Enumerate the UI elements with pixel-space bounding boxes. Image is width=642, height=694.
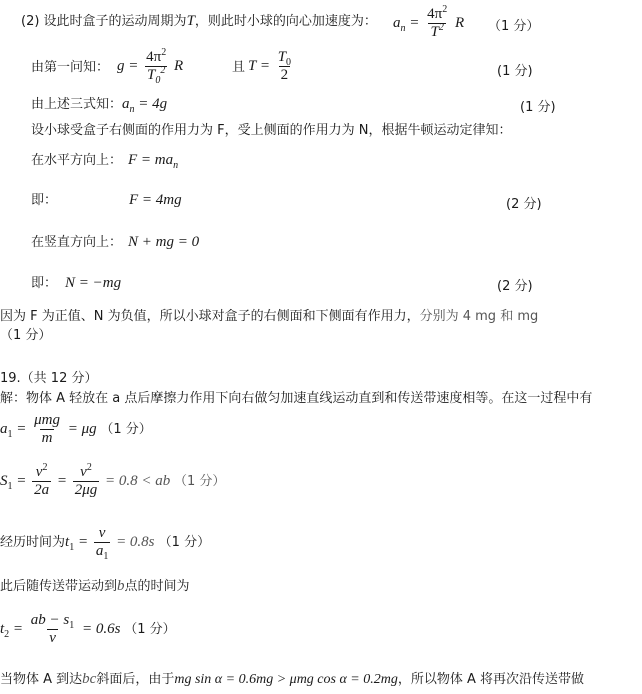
intro-T: T — [186, 13, 195, 29]
T-num-sub: 0 — [286, 57, 292, 69]
from3-line — [31, 96, 167, 113]
an-lhs: a — [122, 96, 130, 112]
g-num-sup: 2 — [161, 47, 167, 59]
last-line — [0, 671, 584, 688]
g-fraction — [144, 47, 168, 87]
s1-fraction-1 — [32, 462, 51, 499]
t1-den-sub: 1 — [103, 551, 109, 563]
a1-formula: $a_1$ = $\frac{\text{μmg}}{m}$ = μg （1 分） — [0, 412, 152, 447]
vertical-label: 在竖直方向上： — [31, 235, 123, 250]
t2-num: ab − s — [30, 612, 70, 629]
t1-sub: 1 — [69, 542, 75, 553]
horizontal-line — [31, 152, 178, 169]
T-fraction — [276, 50, 293, 83]
t2-text-c: 点的时间为 — [124, 579, 190, 594]
q19-header: 19.（共 12 分） — [0, 371, 98, 386]
t1-score: （1 分） — [158, 535, 211, 550]
intro-text: (2) 设此时盒子的运动周期为 — [21, 14, 187, 29]
t1-num: v — [98, 525, 106, 542]
a1-den: m — [41, 430, 53, 447]
last-b: 斜面后，由于 — [96, 672, 175, 687]
vertical-line — [31, 234, 199, 251]
last-bc: bc — [82, 671, 97, 687]
ie2-eq: N = −mg — [65, 275, 122, 291]
a1-lhs: a — [0, 421, 8, 437]
horizontal-sub: n — [173, 160, 179, 171]
t2-rhs: = 0.6s — [82, 621, 121, 637]
a1-score: （1 分） — [100, 422, 152, 437]
eq-fraction — [425, 4, 449, 41]
g-den: T — [146, 67, 156, 84]
ie2-label: 即： — [31, 276, 58, 291]
score-3: (1 分) — [520, 100, 556, 115]
a1-num: μmg — [34, 412, 60, 429]
a1-rhs: = μg — [67, 421, 97, 437]
g-den-sub: 0 — [155, 75, 161, 87]
g-lhs: g = — [117, 58, 139, 74]
score-2: (1 分) — [497, 64, 533, 79]
eq-lhs: a — [393, 15, 401, 31]
t2-num-sub: 1 — [69, 620, 75, 632]
s1-rhs: = 0.8 < ab — [105, 473, 171, 489]
horizontal-eq: F = ma — [128, 152, 174, 168]
t1-lhs: t — [65, 534, 70, 550]
from3-label: 由上述三式知： — [31, 97, 123, 112]
ie1-eq: F = 4mg — [129, 192, 182, 208]
g-num: 4π — [146, 49, 162, 66]
horizontal-label: 在水平方向上： — [31, 153, 123, 168]
t2-lhs: t — [0, 621, 5, 637]
t2-fraction — [29, 613, 76, 646]
last-eq: mg sin α = 0.6mg > μmg cos α = 0.2mg — [174, 672, 398, 687]
conclusion-a: 因为 F 为正值、N 为负值，所以小球对盒子的右侧面和下侧面有作用力， — [0, 309, 420, 324]
s1-formula: $S_1$ = $\frac{v^2}{2a}$ = $\frac{v^2}{2\mu g}$ = 0.8 < ab （1 分） — [0, 462, 226, 499]
s1-score: （1 分） — [174, 474, 226, 489]
last-c: ，所以物体 A 将再次沿传送带做 — [397, 672, 585, 687]
ie2-line — [31, 275, 121, 292]
g-den-sup: 2 — [160, 65, 166, 77]
score-6: （1 分） — [0, 328, 52, 343]
centripetal-acc-formula: $a_n$ = $\frac{4\pi^2}{T^2}$ R — [393, 4, 465, 41]
s1-num1: v — [35, 464, 43, 481]
s1-fraction-2 — [73, 462, 100, 499]
s1-num1-sup: 2 — [42, 462, 48, 474]
t1-text: 经历时间为 — [0, 535, 66, 550]
eq-lhs-sub: n — [400, 23, 406, 34]
intro-rest: ，则此时小球的向心加速度为： — [194, 14, 377, 29]
T-formula — [248, 46, 295, 86]
eq-den: T — [430, 24, 439, 41]
assume-text: 设小球受盒子右侧面的作用力为 F，受上侧面的作用力为 N，根据牛顿运动定律知： — [31, 123, 512, 138]
T-den: 2 — [280, 67, 289, 84]
g-R: R — [173, 58, 184, 74]
t2-text-a: 此后随传送带运动到 — [0, 579, 118, 594]
from-q1-label: 由第一问知： — [31, 60, 110, 75]
an-rhs: = 4g — [134, 96, 168, 112]
t2-score: （1 分） — [124, 622, 176, 637]
t1-den: a — [95, 543, 104, 560]
t2-intro-line — [0, 578, 190, 595]
eq-R: R — [454, 15, 465, 31]
t2-sub: 2 — [4, 629, 10, 640]
eq-num: 4π — [427, 6, 443, 23]
s1-lhs: S — [0, 473, 8, 489]
t1-line: 经历时间为$t_1$ = $\frac{v}{a_1}$ = 0.8s （1 分） — [0, 525, 211, 563]
part2-intro-line — [21, 13, 377, 30]
t1-fraction — [94, 525, 111, 563]
and-label: 且 — [232, 60, 246, 75]
s1-num2-sup: 2 — [86, 462, 92, 474]
eq-den-sup: 2 — [438, 22, 444, 34]
t2-text-b: b — [117, 578, 125, 594]
ie1-label: 即： — [31, 193, 58, 208]
T-num: T — [277, 49, 287, 66]
T-lhs: T = — [248, 58, 270, 74]
conclusion-line — [0, 309, 538, 325]
s1-num2: v — [80, 464, 87, 481]
t1-rhs: = 0.8s — [116, 534, 155, 550]
conclusion-b: 分别为 4 mg 和 mg — [419, 309, 539, 324]
q19-solution: 解：物体 A 轻放在 a 点后摩擦力作用下向右做匀加速直线运动直到和传送带速度相等。在这一过程中有 — [0, 391, 593, 406]
t2-formula: $t_2$ = $\frac{ab - s_1}{v}$ = 0.6s （1 分） — [0, 612, 176, 647]
an-sub: n — [129, 104, 135, 115]
eq-num-sup: 2 — [442, 4, 448, 16]
a1-fraction — [32, 413, 62, 446]
vertical-eq: N + mg = 0 — [128, 234, 200, 250]
score-5: (2 分) — [497, 279, 533, 294]
g-formula — [117, 46, 183, 86]
a1-sub: 1 — [7, 429, 13, 440]
t2-den: v — [49, 630, 56, 647]
score-1: （1 分） — [488, 19, 540, 34]
s1-den2: 2μg — [74, 482, 98, 499]
s1-den1: 2a — [34, 482, 50, 499]
s1-sub: 1 — [7, 481, 13, 492]
last-a: 当物体 A 到达 — [0, 672, 83, 687]
score-4: (2 分) — [506, 197, 542, 212]
